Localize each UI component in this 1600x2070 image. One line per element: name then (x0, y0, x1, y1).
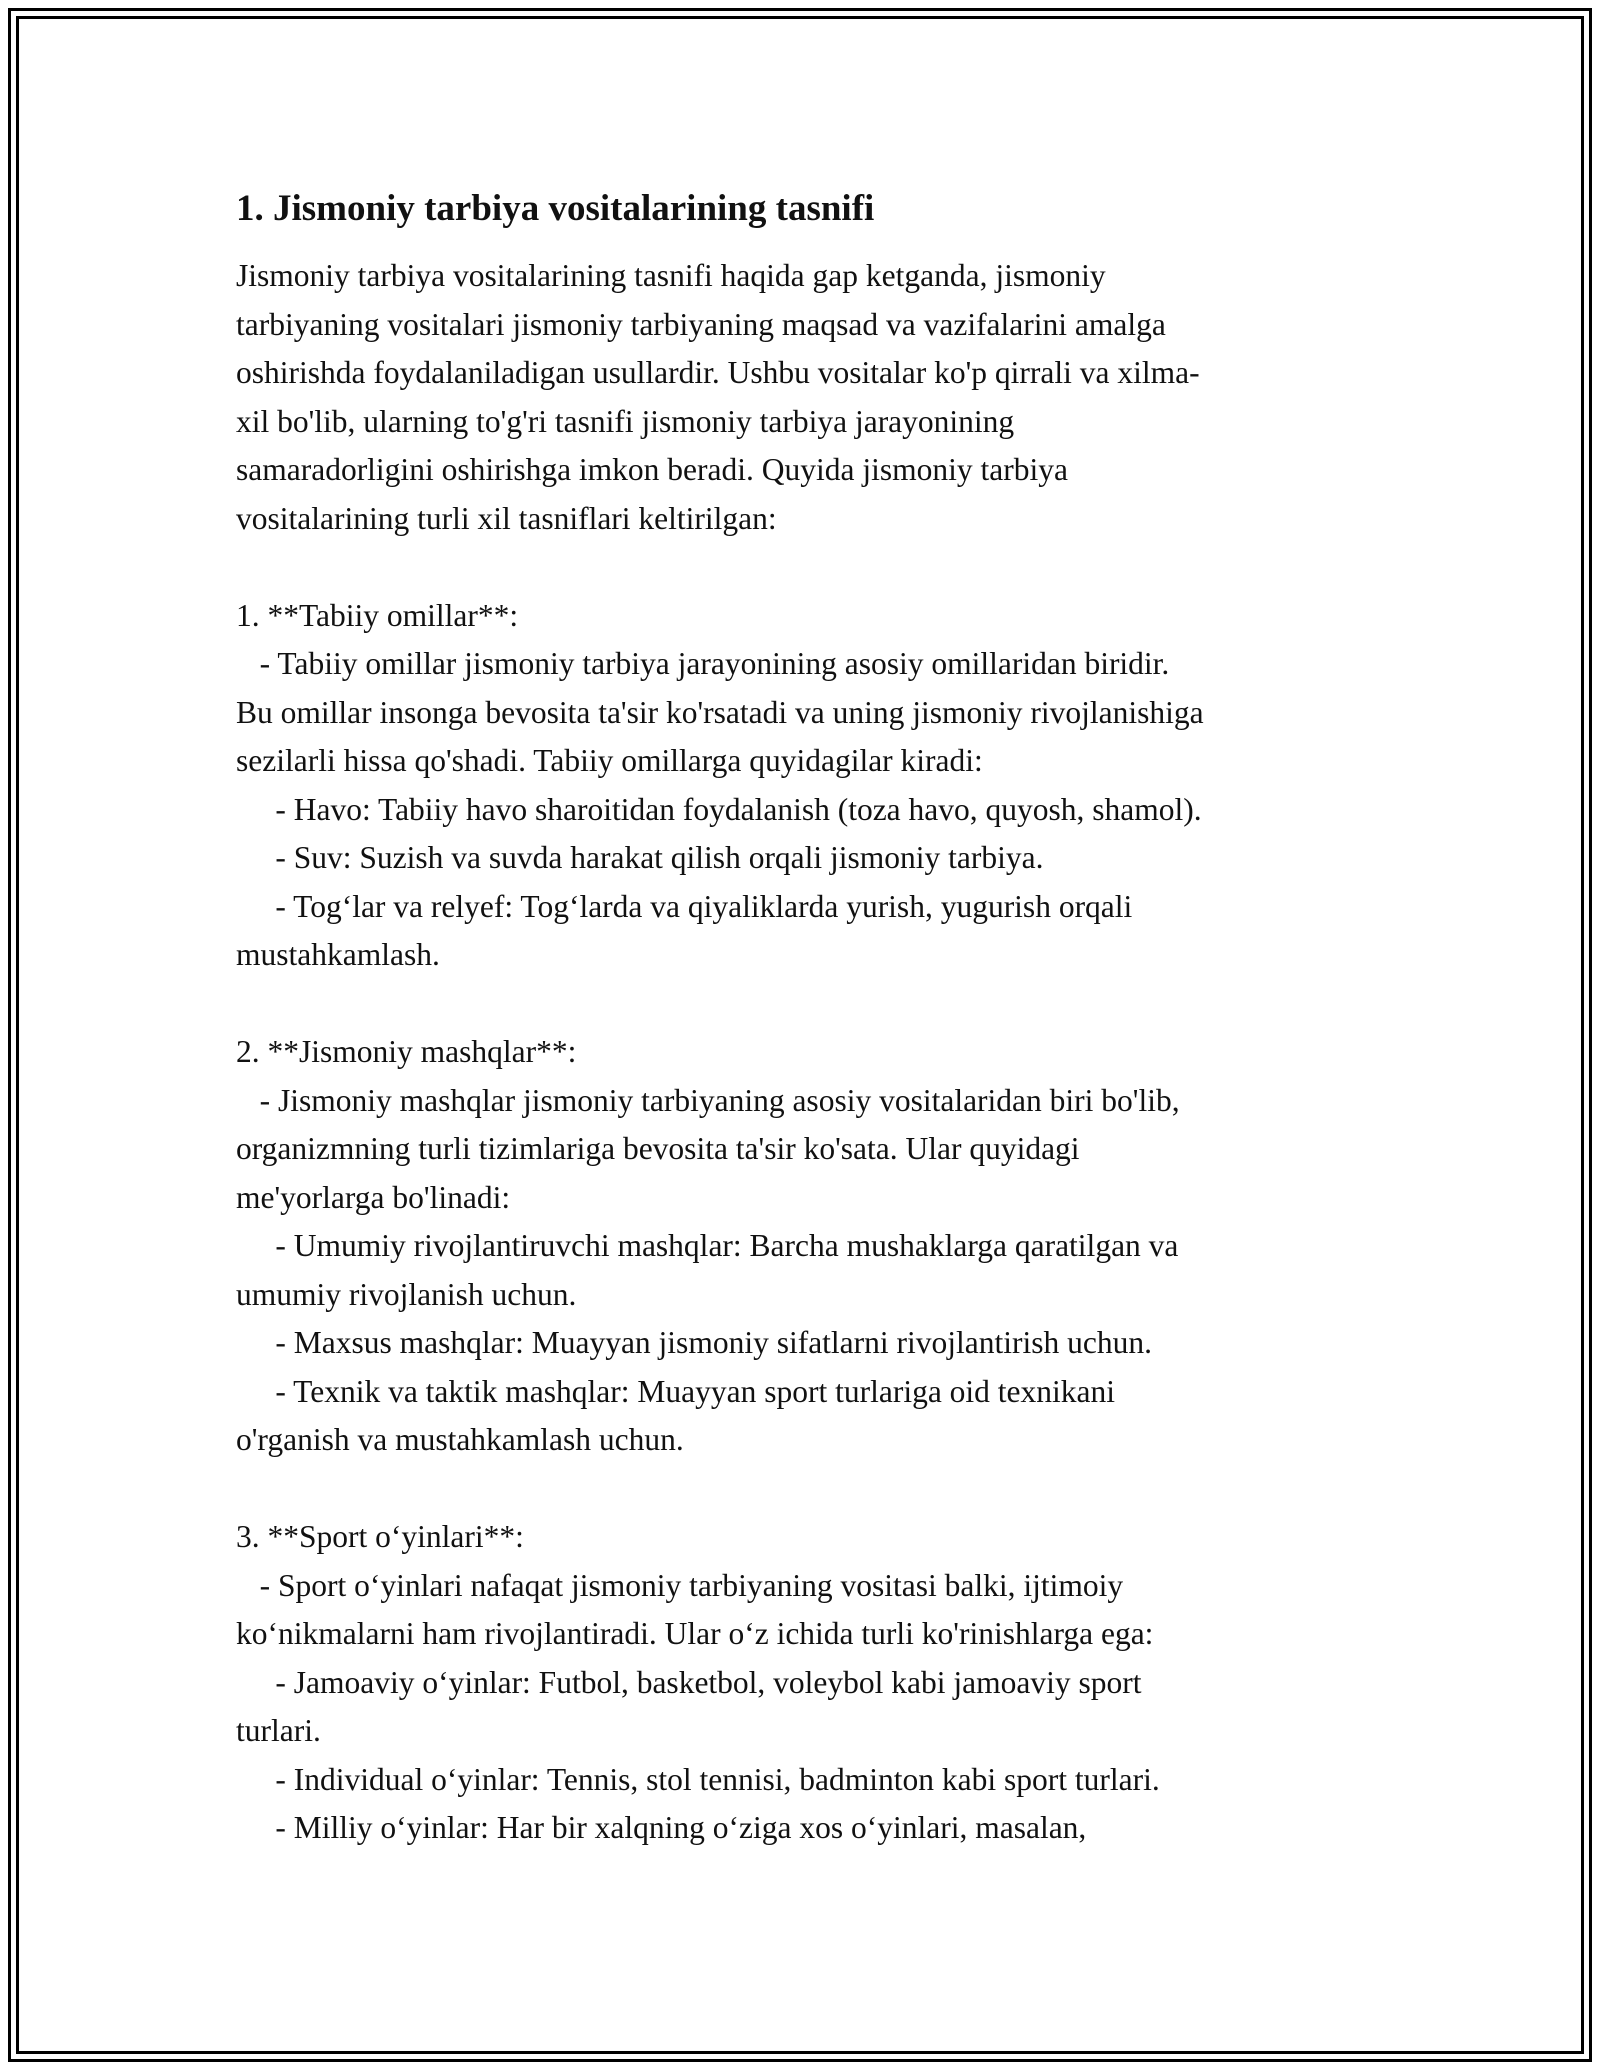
text-line: samaradorligini oshirishga imkon beradi. Quyida jismoniy tarbiya (236, 452, 1068, 487)
text-line: tarbiyaning vositalari jismoniy tarbiyaning maqsad va vazifalarini amalga (236, 306, 1166, 342)
text-line: - Suv: Suzish va suvda harakat qilish orqali jismoniy tarbiya. (236, 840, 1044, 875)
body-text (236, 252, 1376, 1853)
text-line: - Jismoniy mashqlar jismoniy tarbiyaning asosiy vositalaridan biri bo'lib, (236, 1082, 1180, 1118)
text-line: vositalarining turli xil tasniflari keltirilgan: (236, 500, 777, 536)
text-line: - Umumiy rivojlantiruvchi mashqlar: Barcha mushaklarga qaratilgan va (236, 1228, 1179, 1263)
text-line: Bu omillar insonga bevosita ta'sir ko'rsatadi va uning jismoniy rivojlanishiga (236, 694, 1204, 730)
section-heading: 1. Jismoniy tarbiya vositalarining tasnifi (236, 188, 875, 229)
text-line: mustahkamlash. (236, 937, 440, 972)
text-line: - Tabiiy omillar jismoniy tarbiya jarayonining asosiy omillaridan biridir. (236, 646, 1170, 681)
text-line: - Maxsus mashqlar: Muayyan jismoniy sifatlarni rivojlantirish uchun. (236, 1325, 1152, 1360)
text-line: ko‘nikmalarni ham rivojlantiradi. Ular o‘z ichida turli ko'rinishlarga ega: (236, 1616, 1154, 1651)
text-line: turlari. (236, 1713, 321, 1748)
text-line: 2. **Jismoniy mashqlar**: (236, 1034, 577, 1069)
text-line: - Individual o‘yinlar: Tennis, stol tennisi, badminton kabi sport turlari. (236, 1761, 1160, 1797)
text-line: oshirishda foydalaniladigan usullardir. Ushbu vositalar ko'p qirrali va xilma- (236, 355, 1200, 390)
text-line: - Milliy o‘yinlar: Har bir xalqning o‘ziga xos o‘yinlari, masalan, (236, 1810, 1087, 1845)
text-line: sezilarli hissa qo'shadi. Tabiiy omillarga quyidagilar kiradi: (236, 743, 983, 778)
blank-line (236, 1465, 1376, 1514)
text-line: - Texnik va taktik mashqlar: Muayyan sport turlariga oid texnikani (236, 1373, 1116, 1409)
document-content (236, 186, 1376, 1853)
text-line: me'yorlarga bo'linadi: (236, 1179, 511, 1215)
text-line: 1. **Tabiiy omillar**: (236, 597, 519, 633)
text-line: - Sport o‘yinlari nafaqat jismoniy tarbiyaning vositasi balki, ijtimoiy (236, 1567, 1124, 1603)
blank-line (236, 980, 1376, 1029)
text-line: organizmning turli tizimlariga bevosita ta'sir ko'sata. Ular quyidagi (236, 1131, 1080, 1166)
text-line: - Jamoaviy o‘yinlar: Futbol, basketbol, voleybol kabi jamoaviy sport (236, 1664, 1142, 1700)
blank-line (236, 543, 1376, 592)
text-line: Jismoniy tarbiya vositalarining tasnifi haqida gap ketganda, jismoniy (236, 258, 1106, 293)
text-line: xil bo'lib, ularning to'g'ri tasnifi jismoniy tarbiya jarayonining (236, 403, 1015, 439)
text-line: 3. **Sport o‘yinlari**: (236, 1519, 524, 1554)
text-line: - Tog‘lar va relyef: Tog‘larda va qiyaliklarda yurish, yugurish orqali (236, 888, 1133, 924)
text-line: o'rganish va mustahkamlash uchun. (236, 1422, 684, 1457)
text-line: - Havo: Tabiiy havo sharoitidan foydalanish (toza havo, quyosh, shamol). (236, 791, 1202, 827)
text-line: umumiy rivojlanish uchun. (236, 1276, 577, 1312)
